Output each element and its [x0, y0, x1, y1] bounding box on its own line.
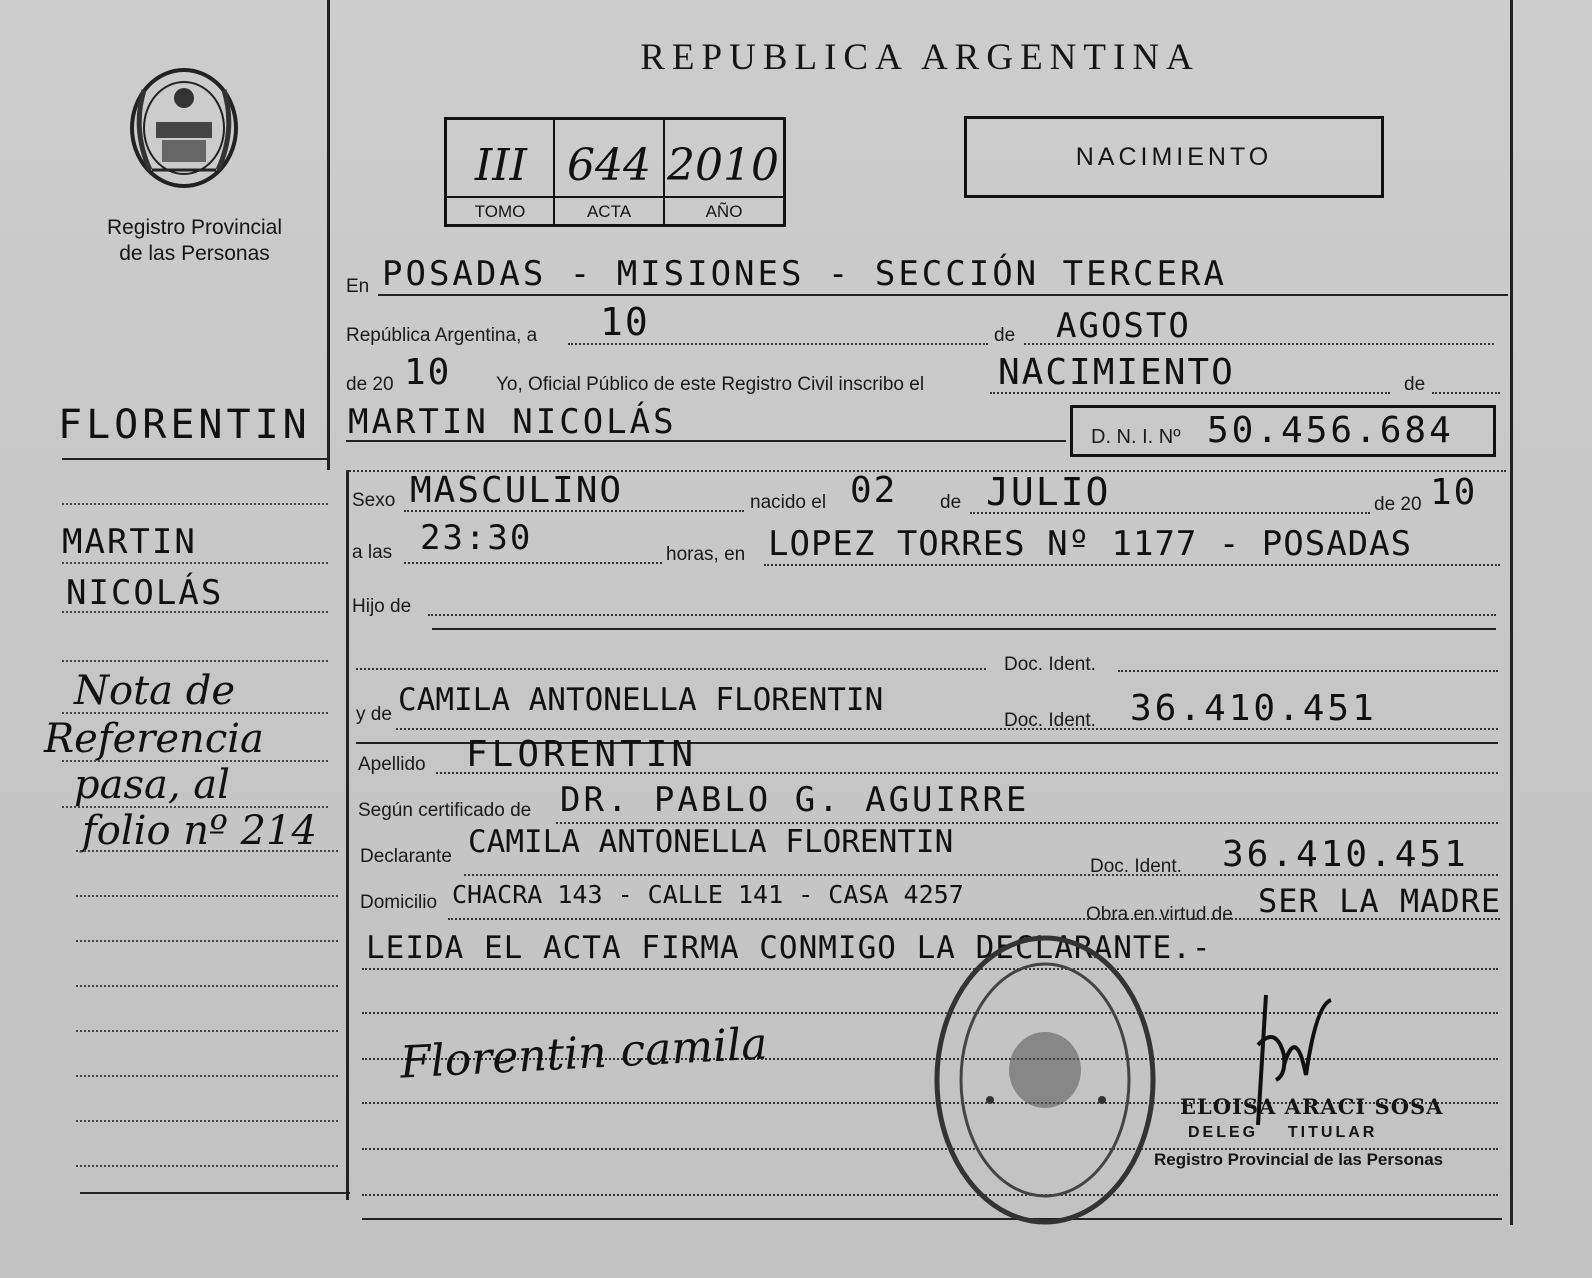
margin-surname: FLORENTIN [58, 402, 311, 448]
obra-label: Obra en virtud de [1086, 904, 1233, 925]
month-value: AGOSTO [1056, 306, 1191, 346]
alas-label: a las [352, 542, 393, 563]
birth-day-value: 02 [850, 470, 898, 511]
observation-value: LEIDA EL ACTA FIRMA CONMIGO LA DECLARANTE.- [366, 930, 1212, 966]
republica-label: República Argentina, a [346, 325, 538, 346]
tomo-value: III [474, 140, 528, 191]
de-label-1: de [994, 325, 1016, 346]
dni-box [1070, 405, 1496, 457]
doc-ident-label-2: Doc. Ident. [1004, 710, 1096, 731]
domicilio-label: Domicilio [360, 892, 438, 913]
mother-doc-value: 36.410.451 [1130, 688, 1377, 729]
place-value: POSADAS - MISIONES - SECCIÓN TERCERA [382, 254, 1227, 294]
child-name-value: MARTIN NICOLÁS [348, 402, 677, 442]
segun-label: Según certificado de [358, 800, 532, 821]
left-column-divider [327, 0, 330, 470]
en-label: En [346, 276, 370, 297]
nacido-label: nacido el [750, 492, 827, 513]
year-suffix-value: 10 [404, 352, 452, 393]
birth-year-label: de 20 [1374, 494, 1422, 515]
birth-year-suffix-value: 10 [1430, 472, 1478, 513]
right-frame-border [1510, 0, 1513, 1225]
official-name: ELOISA ARACI SOSA [1180, 1094, 1444, 1119]
left-column-divider-lower [346, 470, 349, 1200]
margin-given-name-2: NICOLÁS [66, 573, 224, 613]
official-title: DELEG TITULAR [1188, 1124, 1378, 1141]
de-label-3: de [940, 492, 962, 513]
birth-place-value: LOPEZ TORRES Nº 1177 - POSADAS [768, 524, 1413, 564]
doc-ident-label-3: Doc. Ident. [1090, 856, 1182, 877]
domicilio-value: CHACRA 143 - CALLE 141 - CASA 4257 [452, 880, 964, 909]
official-stamp-icon [930, 930, 1160, 1230]
sexo-value: MASCULINO [410, 470, 624, 511]
margin-note-line-1: Nota de [74, 668, 235, 714]
country-title: REPUBLICA ARGENTINA [640, 37, 1200, 78]
year-prefix-label: de 20 [346, 374, 394, 395]
certificado-value: DR. PABLO G. AGUIRRE [560, 780, 1030, 820]
dni-value: 50.456.684 [1207, 410, 1454, 451]
hijo-label: Hijo de [352, 596, 412, 617]
declarante-doc-value: 36.410.451 [1222, 834, 1469, 875]
sexo-label: Sexo [352, 490, 396, 511]
declarante-label: Declarante [360, 846, 452, 867]
record-number-box [444, 117, 786, 227]
record-type-box [964, 116, 1384, 198]
obra-value: SER LA MADRE [1258, 882, 1502, 920]
de-label-2: de [1404, 374, 1426, 395]
record-type: NACIMIENTO [1075, 143, 1273, 171]
horas-label: horas, en [666, 544, 746, 565]
tomo-label: TOMO [474, 202, 526, 221]
declarant-signature: Florentin camila [398, 1018, 769, 1089]
dni-label: D. N. I. Nº [1091, 426, 1181, 448]
registry-name-line1: Registro Provincial [106, 216, 283, 239]
anio-value: 2010 [667, 140, 779, 191]
official-org: Registro Provincial de las Personas [1154, 1150, 1444, 1169]
day-value: 10 [600, 300, 650, 344]
margin-note-line-2: Referencia [44, 716, 264, 762]
acta-value: 644 [567, 140, 651, 191]
mother-name-value: CAMILA ANTONELLA FLORENTIN [398, 682, 884, 718]
declarante-value: CAMILA ANTONELLA FLORENTIN [468, 824, 954, 860]
registry-name-line2: de las Personas [119, 242, 270, 265]
birth-month-value: JULIO [986, 470, 1111, 514]
provincial-shield-emblem-icon [122, 60, 247, 195]
margin-note-line-4: folio nº 214 [82, 808, 317, 854]
apellido-label: Apellido [358, 754, 426, 775]
birth-time-value: 23:30 [420, 518, 533, 558]
margin-given-name-1: MARTIN [62, 522, 197, 562]
yde-label: y de [356, 704, 392, 725]
anio-label: AÑO [705, 202, 743, 221]
apellido-value: FLORENTIN [466, 734, 698, 775]
margin-note-line-3: pasa, al [74, 762, 230, 808]
acta-label: ACTA [586, 202, 632, 221]
yo-label: Yo, Oficial Público de este Registro Civil inscribo el [496, 374, 925, 395]
event-value: NACIMIENTO [998, 352, 1235, 393]
registry-name [62, 215, 327, 267]
doc-ident-label-1: Doc. Ident. [1004, 654, 1096, 675]
